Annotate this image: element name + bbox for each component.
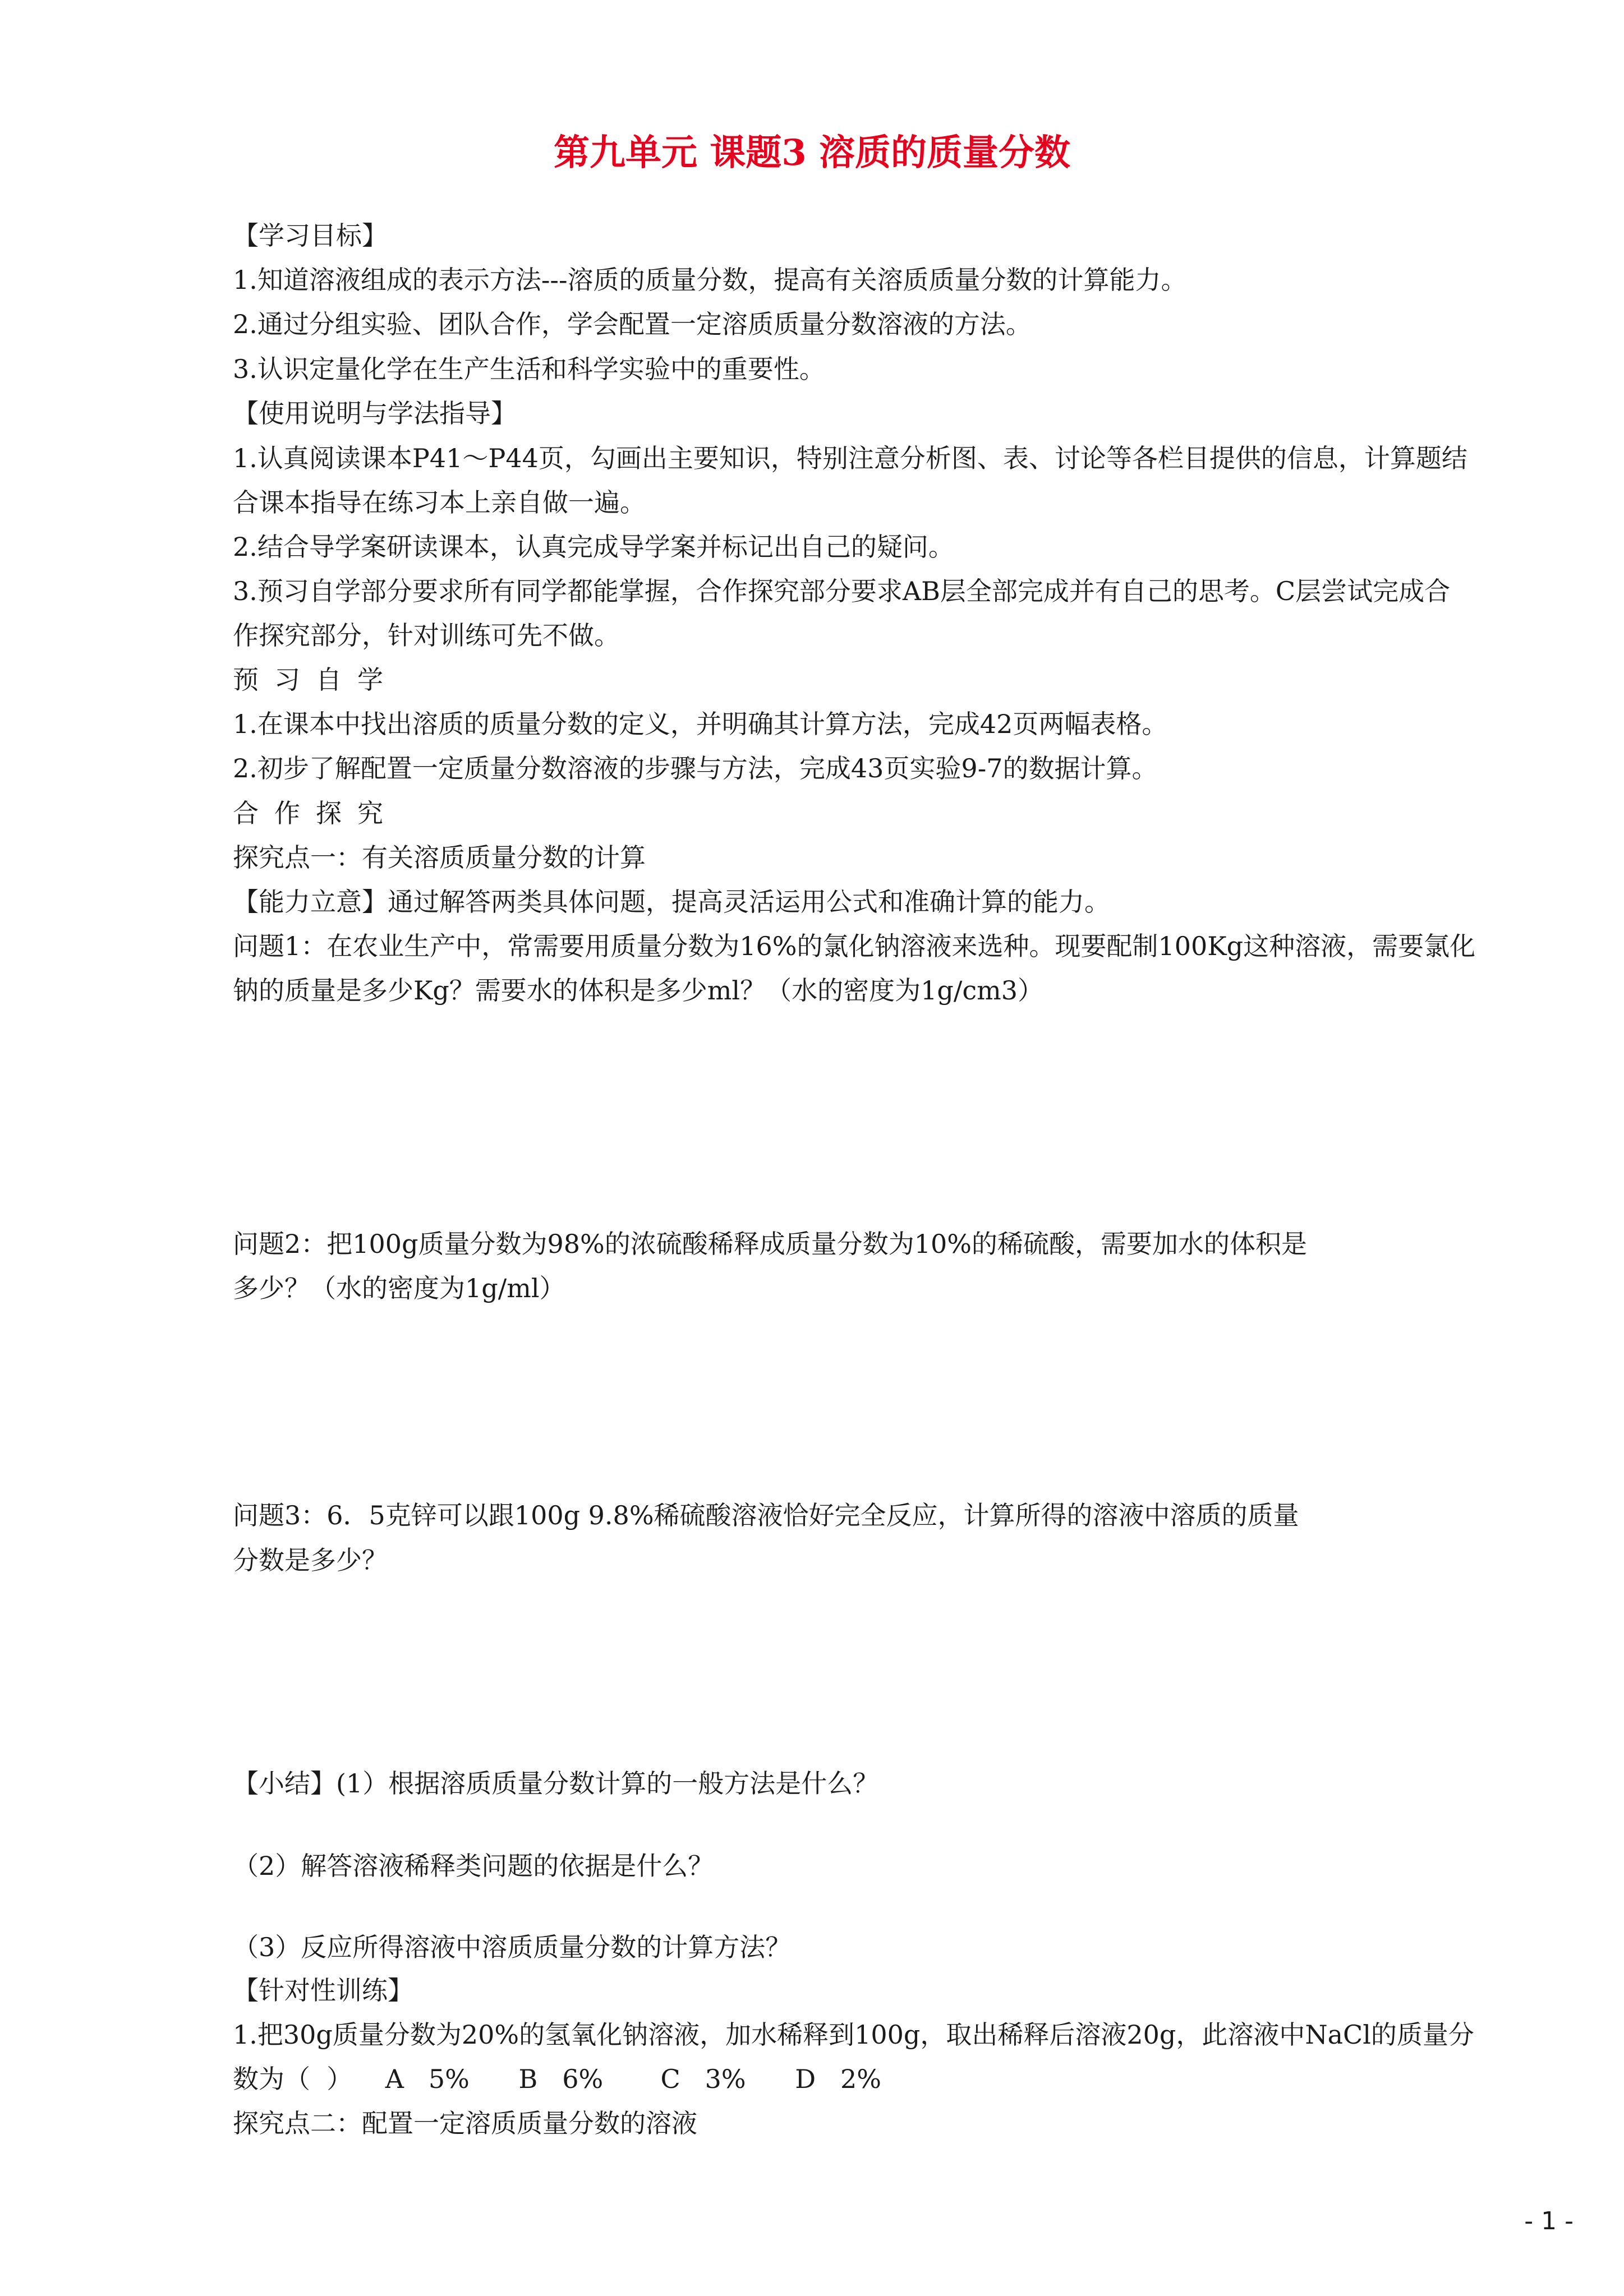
guide-line: 3.预习自学部分要求所有同学都能掌握，合作探究部分要求AB层全部完成并有自己的思考。C层尝试完成合 [233,576,1451,606]
summary-item: （3）反应所得溶液中溶质质量分数的计算方法？ [233,1932,792,1962]
guide-line: 作探究部分，针对训练可先不做。 [233,620,620,651]
page-number: - 1 - [1524,2207,1574,2235]
preview-header: 预习自学 [233,665,399,695]
guide-line: 1.认真阅读课本P41～P44页，勾画出主要知识，特别注意分析图、表、讨论等各栏目提供的信息，计算题结 [233,443,1467,473]
question-2: 多少？（水的密度为1g/ml） [233,1273,565,1303]
summary-item: 【小结】(1）根据溶质质量分数计算的一般方法是什么？ [233,1768,879,1799]
training-options: 数为（ ） A 5% B 6% C 3% D 2% [233,2064,882,2094]
question-1: 问题1：在农业生产中，常需要用质量分数为16%的氯化钠溶液来选种。现要配制100Kg这种溶液，需要氯化 [233,931,1476,961]
goal-line: 2.通过分组实验、团队合作，学会配置一定溶质质量分数溶液的方法。 [233,309,1032,339]
guide-line: 合课本指导在练习本上亲自做一遍。 [233,487,646,518]
question-3: 分数是多少？ [233,1545,388,1575]
preview-line: 1.在课本中找出溶质的质量分数的定义，并明确其计算方法，完成42页两幅表格。 [233,709,1168,739]
question-2: 问题2：把100g质量分数为98%的浓硫酸稀释成质量分数为10%的稀硫酸，需要加水的体积是 [233,1229,1307,1259]
point-two-heading: 探究点二：配置一定溶质质量分数的溶液 [233,2108,697,2138]
training-question: 1.把30g质量分数为20%的氢氧化钠溶液，加水稀释到100g，取出稀释后溶液20g，此溶液中NaCl的质量分 [233,2020,1474,2050]
question-3: 问题3：6．5克锌可以跟100g 9.8%稀硫酸溶液恰好完全反应，计算所得的溶液中溶质的质量 [233,1500,1299,1530]
goal-line: 3.认识定量化学在生产生活和科学实验中的重要性。 [233,354,825,384]
guide-line: 2.结合导学案研读课本，认真完成导学案并标记出自己的疑问。 [233,532,954,562]
point-one-heading: 探究点一：有关溶质质量分数的计算 [233,842,646,873]
summary-item: （2）解答溶液稀释类问题的依据是什么？ [233,1851,714,1881]
preview-line: 2.初步了解配置一定质量分数溶液的步骤与方法，完成43页实验9-7的数据计算。 [233,753,1158,783]
goal-line: 1.知道溶液组成的表示方法---溶质的质量分数，提高有关溶质质量分数的计算能力。 [233,265,1187,295]
page-title: 第九单元 课题3 溶质的质量分数 [553,132,1071,174]
guide-header: 【使用说明与学法指导】 [233,398,517,428]
ability-statement: 【能力立意】通过解答两类具体问题，提高灵活运用公式和准确计算的能力。 [233,887,1110,917]
training-header: 【针对性训练】 [233,1975,413,2005]
explore-header: 合作探究 [233,798,399,828]
question-1: 钠的质量是多少Kg？需要水的体积是多少ml？（水的密度为1g/cm3） [233,975,1044,1006]
goals-header: 【学习目标】 [233,220,388,251]
